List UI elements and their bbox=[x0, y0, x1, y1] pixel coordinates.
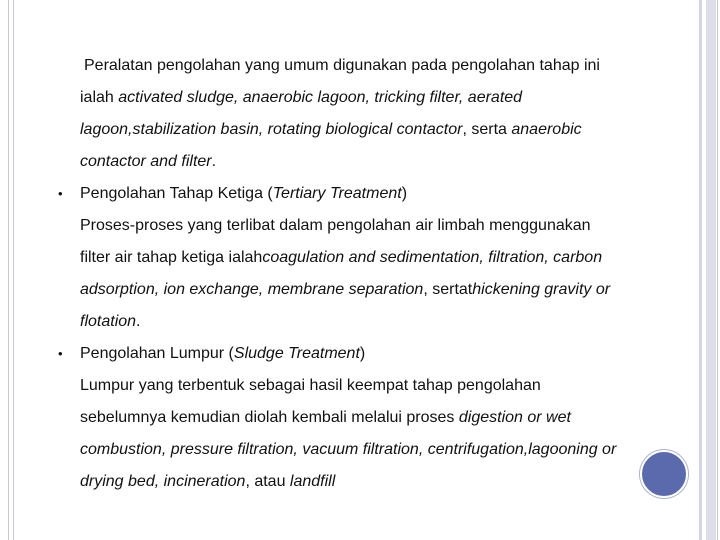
italic-run: combustion, pressure filtration, vacuum filtration, centrifugation,lagooning or bbox=[80, 441, 617, 458]
text-line: Peralatan pengolahan yang umum digunakan pada pengolahan tahap ini bbox=[84, 57, 600, 74]
italic-run: coagulation and sedimentation, filtration, carbon bbox=[262, 249, 603, 266]
bullet-heading: Pengolahan Lumpur (Sludge Treatment) bbox=[80, 345, 366, 362]
slide-content bbox=[58, 50, 688, 498]
italic-run: landfill bbox=[289, 473, 336, 490]
italic-run: digestion or wet bbox=[458, 409, 571, 426]
text-line: Proses-proses yang terlibat dalam pengolahan air limbah menggunakan bbox=[80, 217, 591, 234]
italic-run: anaerobic bbox=[511, 121, 582, 138]
italic-run: lagoon,stabilization basin, rotating biological contactor bbox=[80, 121, 463, 138]
text-run: . bbox=[136, 313, 141, 330]
text-line: Lumpur yang terbentuk sebagai hasil keempat tahap pengolahan bbox=[80, 377, 541, 394]
italic-run: adsorption, ion exchange, membrane separation bbox=[80, 281, 424, 298]
text-run: , sertat bbox=[423, 281, 473, 298]
text-run: filter air tahap ketiga ialah bbox=[80, 249, 263, 266]
decorative-circle-icon bbox=[640, 450, 688, 498]
italic-run: drying bed, incineration bbox=[80, 473, 246, 490]
text-run: , serta bbox=[462, 121, 512, 138]
italic-run: activated sludge, anaerobic lagoon, tricking filter, aerated bbox=[118, 89, 523, 106]
bullet-tertiary-treatment bbox=[58, 178, 688, 338]
bullet-heading: Pengolahan Tahap Ketiga (Tertiary Treatment) bbox=[80, 185, 408, 202]
text-run: ialah bbox=[80, 89, 119, 106]
text-run: sebelumnya kemudian diolah kembali melalui proses bbox=[80, 409, 459, 426]
italic-run: hickening gravity or bbox=[472, 281, 611, 298]
bullet-icon: • bbox=[58, 186, 63, 201]
bullet-icon: • bbox=[58, 346, 63, 361]
italic-run: contactor and filter bbox=[80, 153, 212, 170]
right-border-decoration bbox=[696, 0, 720, 540]
paragraph-secondary-equipment bbox=[58, 50, 688, 178]
bullet-sludge-treatment bbox=[58, 338, 688, 498]
italic-run: flotation bbox=[80, 313, 137, 330]
text-run: . bbox=[211, 153, 217, 170]
left-border-decoration bbox=[0, 0, 20, 540]
text-run: , atau bbox=[245, 473, 290, 490]
